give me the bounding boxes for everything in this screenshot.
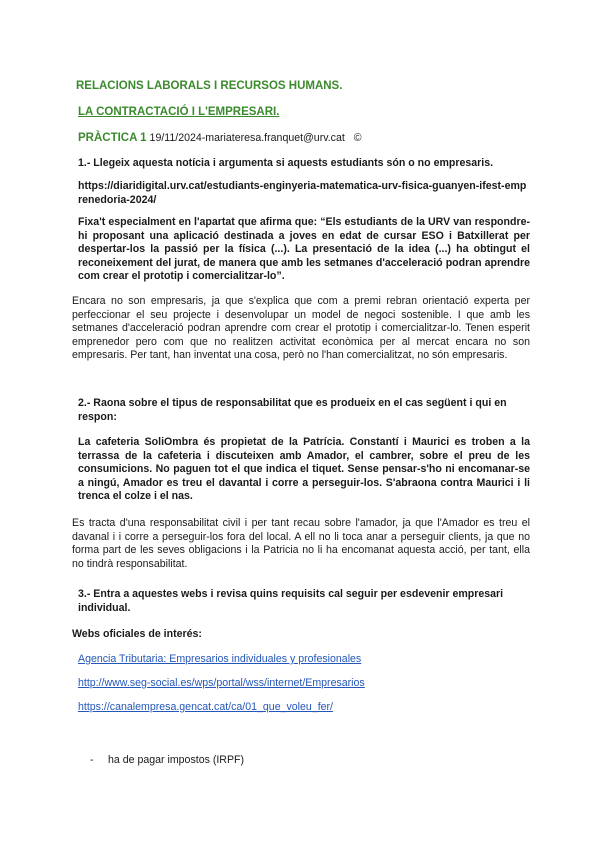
link-canal-empresa[interactable]: https://canalempresa.gencat.cat/ca/01_que_voleu_fer/ (78, 701, 334, 713)
q1-question: 1.- Llegeix aquesta notícia i argumenta si aquests estudiants són o no empresaris. (78, 157, 494, 169)
practica-meta: 19/11/2024-mariateresa.franquet@urv.cat (149, 132, 345, 144)
copyright-symbol: © (353, 132, 362, 144)
bullet-item: ha de pagar impostos (IRPF) (108, 754, 245, 766)
document-title: RELACIONS LABORALS I RECURSOS HUMANS. (76, 80, 343, 92)
q1-quote: Fixa't especialment en l'apartat que afirma que: “Els estudiants de la URV van respondre-hi proposant una aplicació destinada a joves en edat de cursar ESO i Batxillerat per despertar-los la passió per la física (...). La presentació de la idea (...) ha obtingut el reconeixement del jurat, de manera que amb les setmanes d'acceleració podran aprendre com crear el prototip i comercialitzar-lo”. (78, 216, 530, 283)
practica-label: PRÀCTICA 1 (78, 132, 147, 144)
q1-news-url: https://diaridigital.urv.cat/estudiants-enginyeria-matematica-urv-fisica-guanyen-ifest-emprenedoria-2024/ (78, 180, 527, 206)
bullet-marker: - (90, 754, 94, 766)
link-agencia-tributaria[interactable]: Agencia Tributaria: Empresarios individuales y profesionales (78, 653, 362, 665)
q3-question: 3.- Entra a aquestes webs i revisa quins requisits cal seguir per esdevenir empresari individual. (78, 588, 504, 614)
q1-answer: Encara no son empresaris, ja que s'explica que com a premi rebran orientació experta per perfeccionar el seu projecte i desenvolupar un model de negoci sostenible. I que amb les setmanes d'acceleració podran aprendre com crear el prototip i comercialitzar-lo. Tenen esperit emprenedor pero com que no realitzen activitat econòmica per al mercat encara no son empresaris. Per tant, han inventat una cosa, però no l'han comercialitzat, no són empresaris. (72, 295, 530, 362)
link-seg-social[interactable]: http://www.seg-social.es/wps/portal/wss/internet/Empresarios (78, 677, 365, 689)
q2-case: La cafeteria SoliOmbra és propietat de la Patrícia. Constantí i Maurici es troben a la terrassa de la cafeteria i discuteixen amb Amador, el cambrer, sobre el preu de les consumicions. No paguen tot el que indica el tiquet. Sense pensar-s'ho ni encomanar-se a ningú, Amador es treu el davantal i corre a perseguir-los. S'abraona contra Maurici i li trenca el colze i el nas. (78, 436, 530, 503)
practica-line (78, 132, 362, 146)
q2-answer: Es tracta d'una responsabilitat civil i per tant recau sobre l'amador, ja que l'Amador es treu el davanal i i corre a perseguir-los fora del local. A ell no li toca anar a perseguir clients, ja que no forma part de les seves obligacions i la Patricia no li ha encomanat aquesta acció, per tant, ella no tindrà responsabilitat. (72, 517, 530, 570)
q2-question: 2.- Raona sobre el tipus de responsabilitat que es produeix en el cas següent i qui en respon: (78, 397, 507, 423)
webs-heading: Webs oficiales de interés: (72, 628, 202, 640)
document-subtitle: LA CONTRACTACIÓ I L'EMPRESARI. (78, 106, 280, 118)
